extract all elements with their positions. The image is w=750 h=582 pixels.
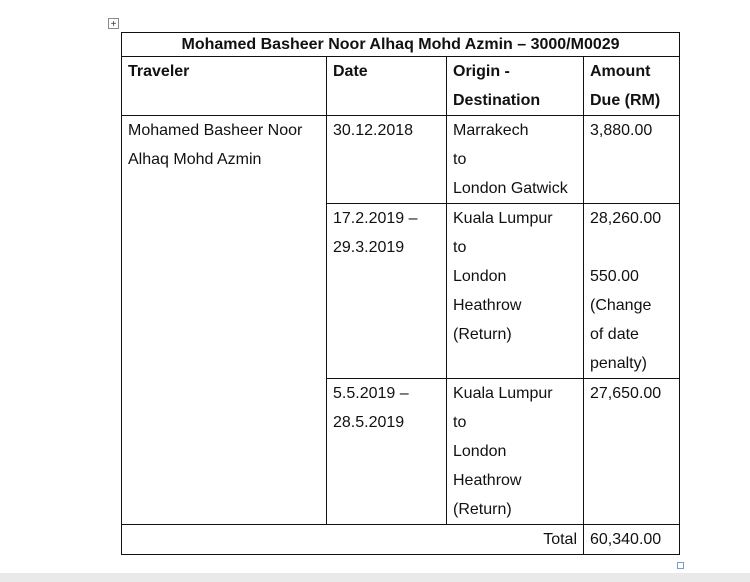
header-amount-line1: Amount bbox=[590, 63, 651, 80]
amount-cell bbox=[584, 116, 680, 204]
amount-cell bbox=[584, 204, 680, 379]
route-line: (Return) bbox=[453, 501, 512, 518]
traveler-name-line2: Alhaq Mohd Azmin bbox=[128, 151, 262, 168]
total-row bbox=[122, 525, 680, 555]
total-label: Total bbox=[122, 525, 584, 555]
route-line: Kuala Lumpur bbox=[453, 210, 553, 227]
traveler-name-line1: Mohamed Basheer Noor bbox=[128, 122, 303, 139]
date-line1: 5.5.2019 – bbox=[333, 385, 409, 402]
status-strip bbox=[0, 573, 750, 582]
route-line: London Gatwick bbox=[453, 180, 568, 197]
travel-expense-table bbox=[121, 32, 680, 555]
amount-value: 27,650.00 bbox=[590, 385, 662, 402]
route-line: Kuala Lumpur bbox=[453, 385, 553, 402]
amount-cell bbox=[584, 379, 680, 525]
header-origin-line2: Destination bbox=[453, 92, 541, 109]
date-cell bbox=[327, 204, 447, 379]
header-date: Date bbox=[327, 57, 447, 116]
header-row bbox=[122, 57, 680, 116]
date-line2: 28.5.2019 bbox=[333, 414, 405, 431]
header-traveler: Traveler bbox=[122, 57, 327, 116]
route-line: London bbox=[453, 443, 507, 460]
amount-extra: penalty) bbox=[590, 355, 647, 372]
route-cell bbox=[447, 379, 584, 525]
table-resize-handle[interactable] bbox=[677, 562, 684, 569]
amount-extra: of date bbox=[590, 326, 639, 343]
total-value: 60,340.00 bbox=[584, 525, 680, 555]
amount-value: 28,260.00 bbox=[590, 210, 662, 227]
route-cell bbox=[447, 204, 584, 379]
route-line: to bbox=[453, 151, 467, 168]
amount-extra: 550.00 bbox=[590, 268, 639, 285]
route-line: (Return) bbox=[453, 326, 512, 343]
header-origin-destination bbox=[447, 57, 584, 116]
date-cell bbox=[327, 116, 447, 204]
amount-extra: (Change bbox=[590, 297, 652, 314]
route-line: Heathrow bbox=[453, 297, 522, 314]
date-line1: 17.2.2019 – bbox=[333, 210, 418, 227]
date-line1: 30.12.2018 bbox=[333, 122, 414, 139]
amount-spacer bbox=[590, 233, 673, 262]
date-line2: 29.3.2019 bbox=[333, 239, 405, 256]
title-row bbox=[122, 33, 680, 57]
route-cell bbox=[447, 116, 584, 204]
route-line: London bbox=[453, 268, 507, 285]
route-line: to bbox=[453, 414, 467, 431]
table-move-handle[interactable]: + bbox=[108, 18, 119, 29]
route-line: Heathrow bbox=[453, 472, 522, 489]
header-amount bbox=[584, 57, 680, 116]
table-title: Mohamed Basheer Noor Alhaq Mohd Azmin – 3000/M0029 bbox=[122, 33, 680, 57]
header-origin-line1: Origin - bbox=[453, 63, 510, 80]
amount-value: 3,880.00 bbox=[590, 122, 653, 139]
table-row bbox=[122, 116, 680, 204]
date-cell bbox=[327, 379, 447, 525]
traveler-cell bbox=[122, 116, 327, 525]
route-line: to bbox=[453, 239, 467, 256]
route-line: Marrakech bbox=[453, 122, 529, 139]
header-amount-line2: Due (RM) bbox=[590, 92, 661, 109]
